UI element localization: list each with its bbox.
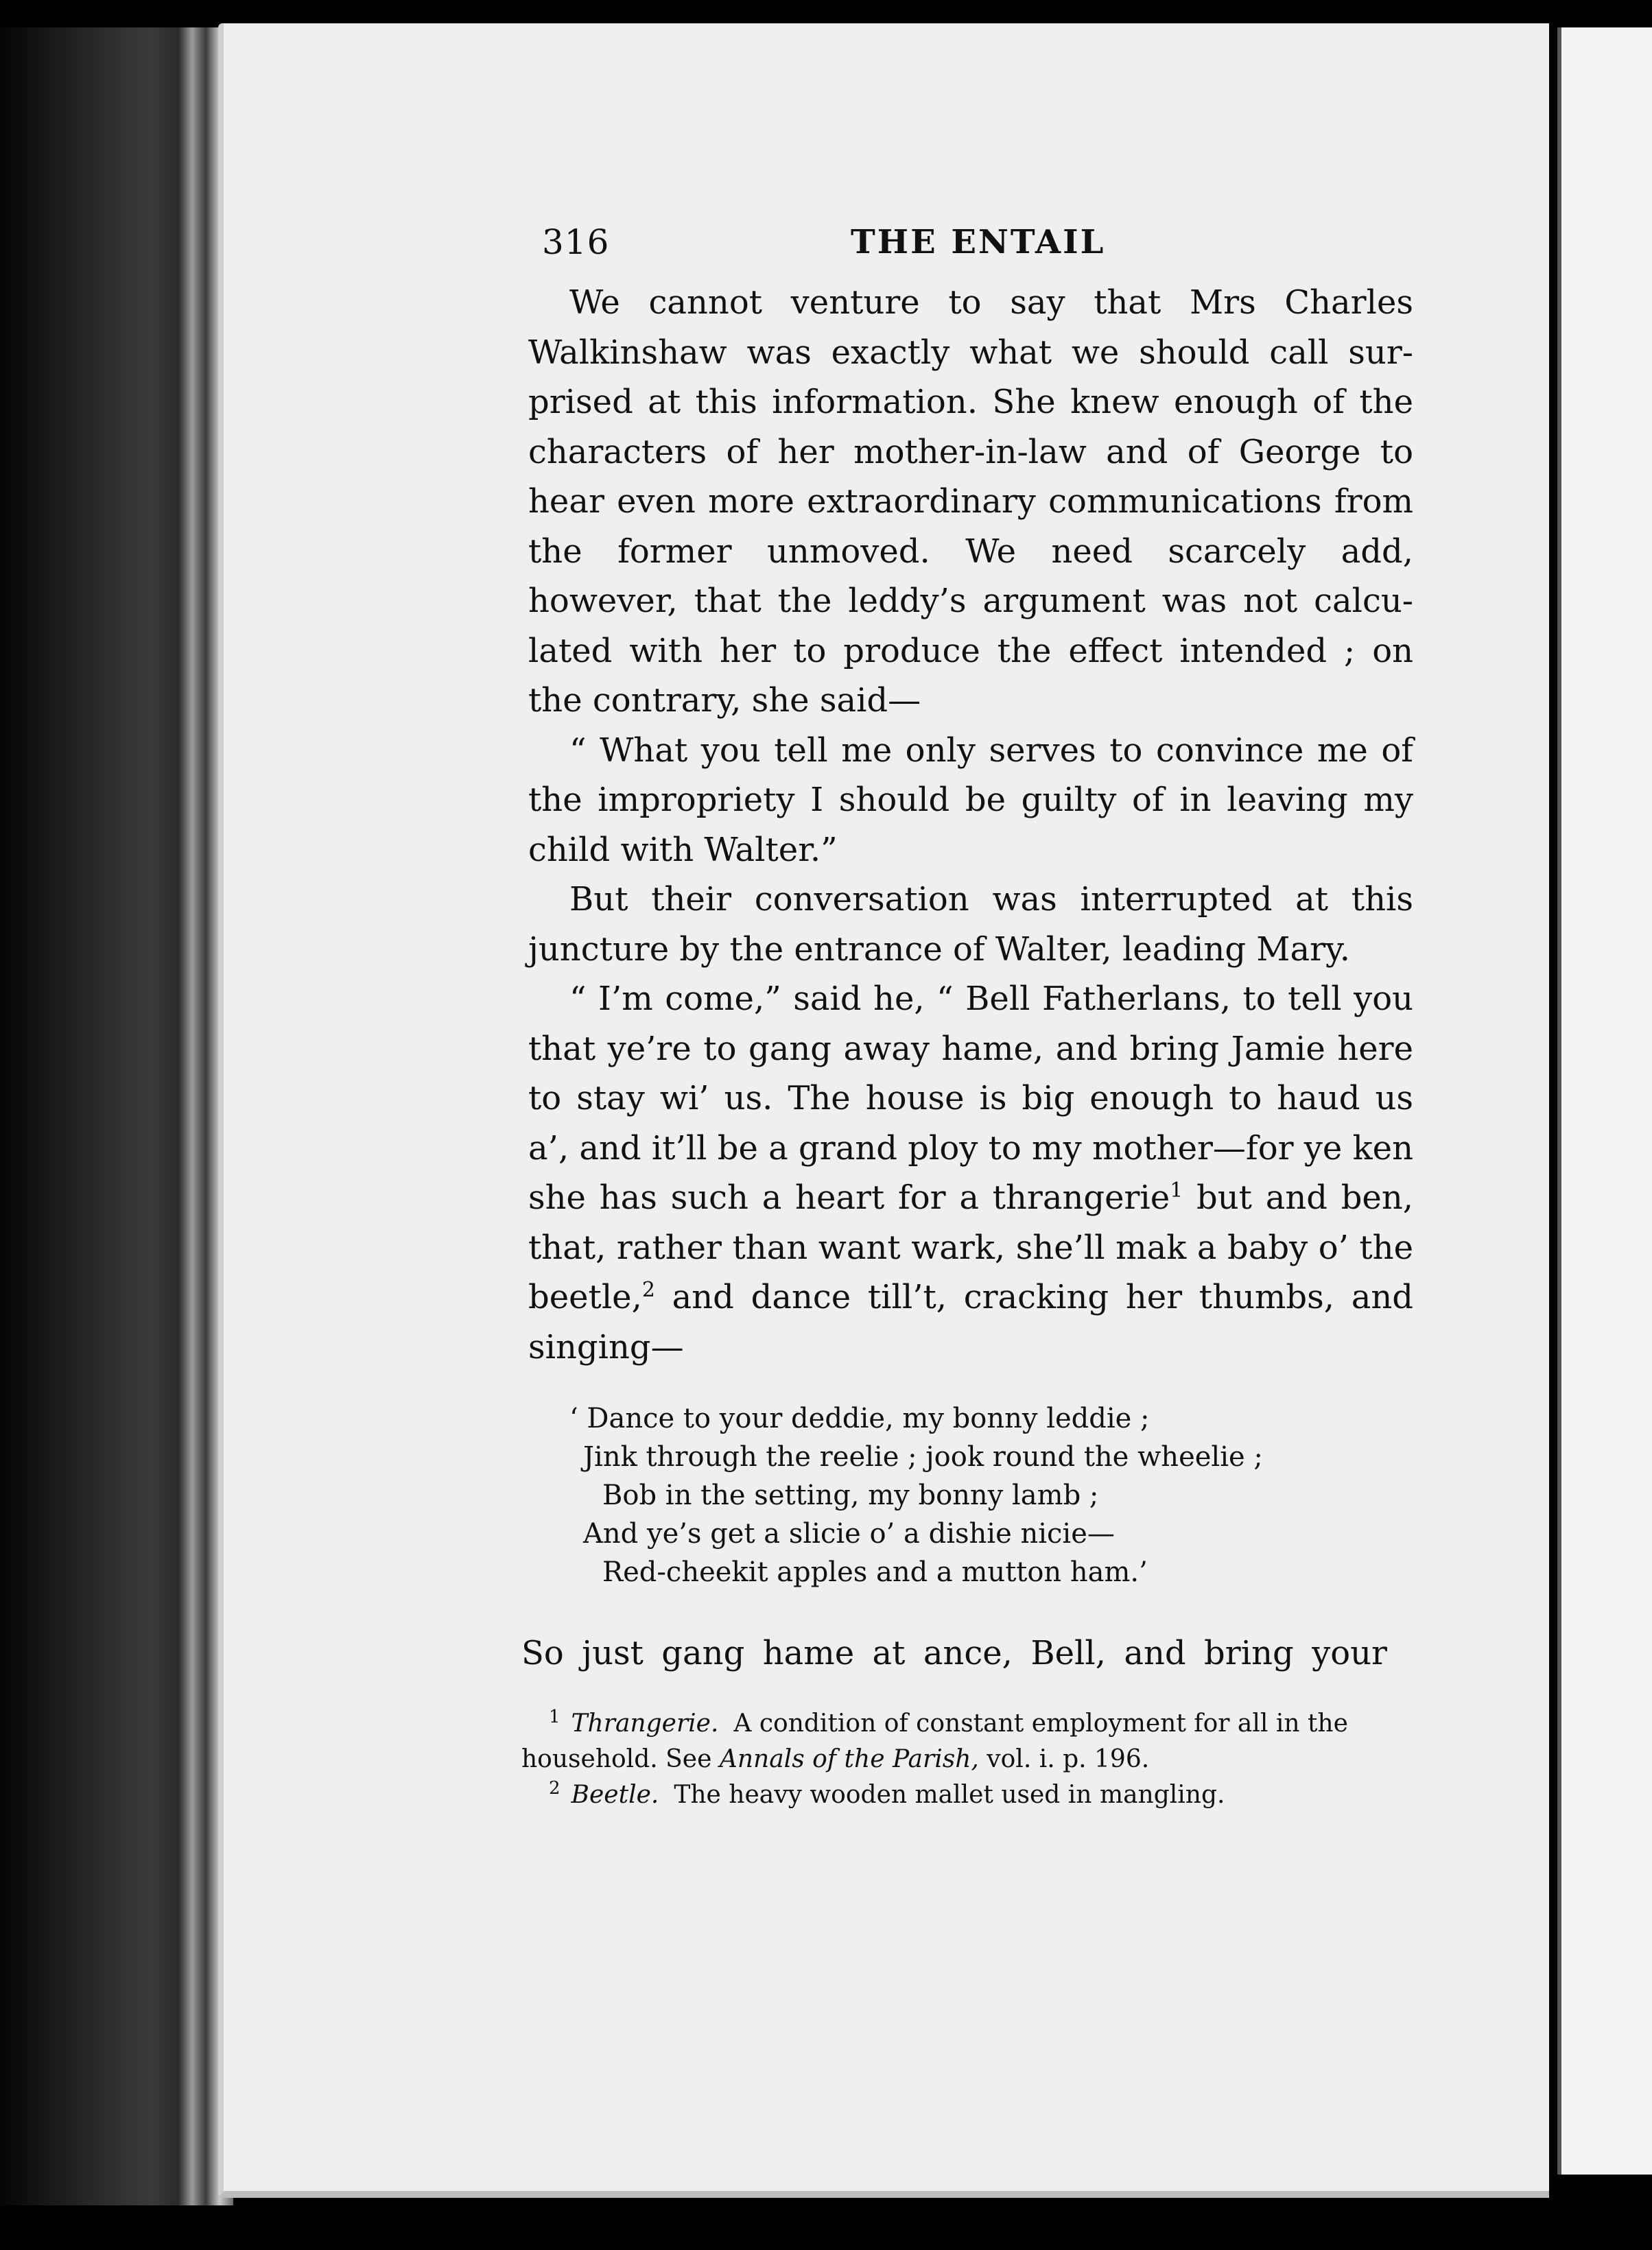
footnotes (521, 1706, 1387, 1813)
closing-line: So just gang hame at ance, Bell, and bring your (521, 1634, 1387, 1672)
verse-line-3: Bob in the setting, my bonny lamb ; (602, 1480, 1099, 1511)
footnote-reference-1[interactable]: 1 (1170, 1179, 1183, 1203)
scan-border-bottom (0, 2205, 1652, 2250)
verse-line-4: And ye’s get a slicie o’ a dishie nicie— (583, 1518, 1115, 1550)
footnote-2 (521, 1777, 1387, 1813)
paragraph-4 (528, 974, 1413, 1372)
paragraph-4-part-3: and dance till’t, cracking her thumbs, and singing— (528, 1278, 1413, 1366)
body-text (528, 278, 1413, 1372)
footnote-1-mark: 1 (549, 1707, 560, 1727)
running-head (542, 218, 1406, 273)
verse-line-2: Jink through the reelie ; jook round the wheelie ; (583, 1441, 1263, 1473)
footnote-1-term: Thrangerie. (571, 1709, 719, 1738)
paragraph-4-part-2: but and ben, that, rather than want wark, she’ll mak a baby o’ the beetle, (528, 1179, 1413, 1316)
verse-quotation (569, 1399, 1393, 1591)
footnote-1 (521, 1706, 1387, 1777)
footnote-1-work-title: Annals of the Parish, (719, 1745, 979, 1773)
paragraph-2: “ What you tell me only serves to convince me of the impropriety I should be guilty of in leaving my child with Walter.” (528, 731, 1413, 869)
verse-line-1: ‘ Dance to your deddie, my bonny leddie ; (569, 1403, 1150, 1434)
footnote-reference-2[interactable]: 2 (641, 1278, 655, 1302)
paragraph-1: We cannot venture to say that Mrs Charles Walkinshaw was exactly what we should call sur- prised at this information. She knew enough of the characters of her mother-in-law and of George to hear even more extraordinary communications from the former unmoved. We need scarcely add, however, that the leddy’s argument was not calcu- lated with her to produce the effect intended ; on the contrary, she said— (528, 283, 1413, 720)
page-number: 316 (542, 222, 610, 262)
facing-page-edge (1557, 27, 1652, 2175)
footnote-2-text: The heavy wooden mallet used in mangling. (674, 1781, 1225, 1809)
running-title: THE ENTAIL (851, 223, 1106, 261)
paragraph-4-part-1: “ I’m come,” said he, “ Bell Fatherlans, to tell you that ye’re to gang away hame, and bring Jamie here to stay wi’ us. The house is big enough to haud us a’, and it’ll be a grand ploy to my mother—for ye ken she has such a heart for a thrangerie (528, 980, 1413, 1217)
book-spine (0, 27, 233, 2216)
paragraph-3: But their conversation was interrupted at this juncture by the entrance of Walter, leading Mary. (528, 880, 1413, 969)
footnote-1-text: A condition of constant employment for all in the household. See (521, 1709, 1348, 1773)
verse-line-5: Red-cheekit apples and a mutton ham.’ (602, 1556, 1148, 1588)
footnote-2-term: Beetle. (571, 1781, 659, 1809)
footnote-2-mark: 2 (549, 1778, 560, 1799)
footnote-1-citation: vol. i. p. 196. (978, 1745, 1150, 1773)
